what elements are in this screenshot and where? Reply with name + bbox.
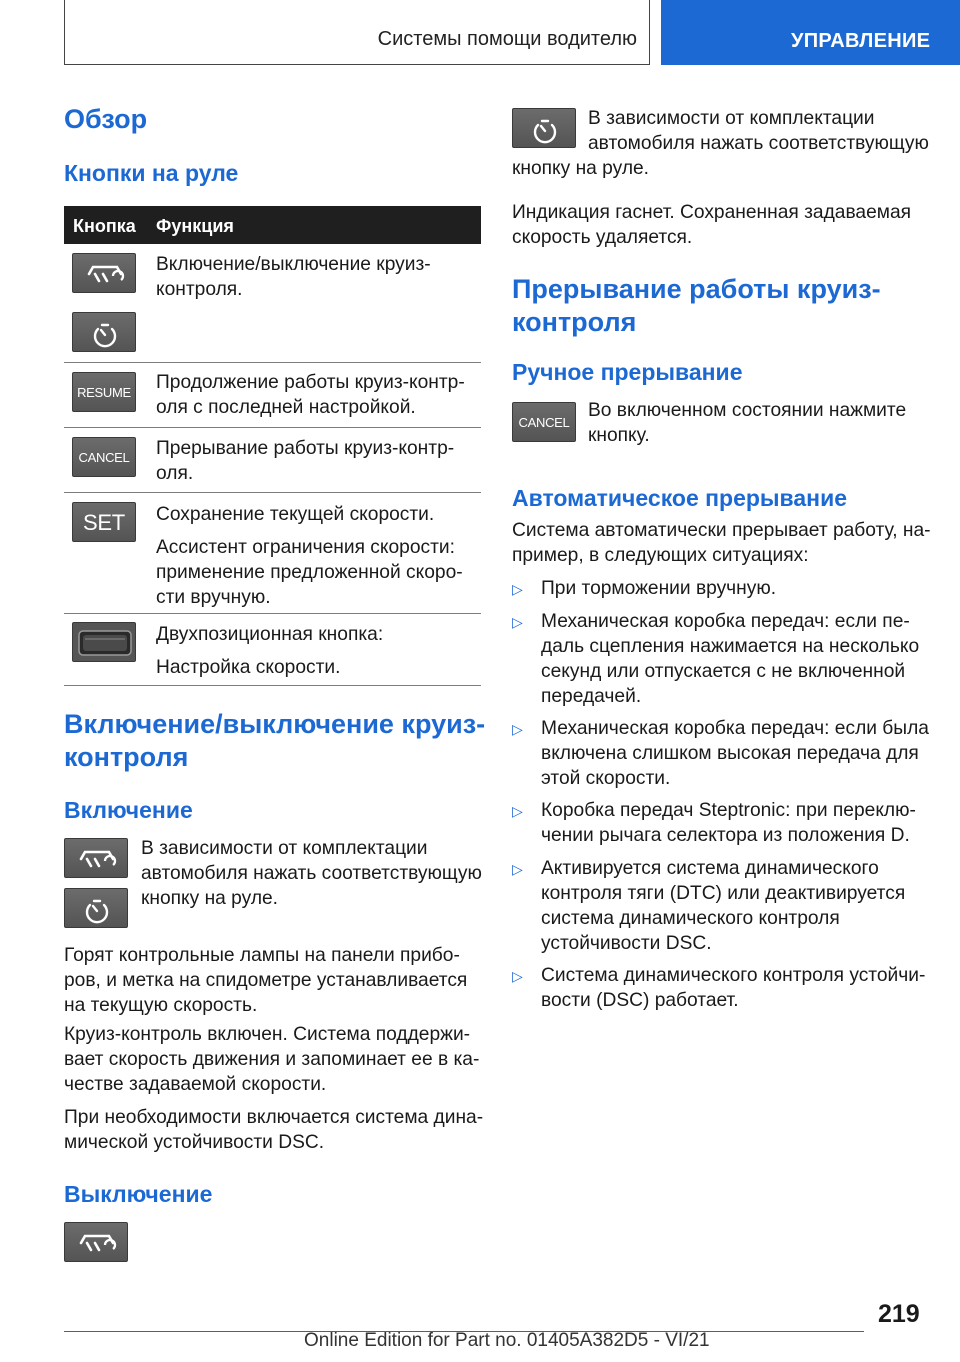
cancel-button-icon: CANCEL [512,402,576,442]
table-divider [64,427,481,428]
page-number: 219 [878,1300,920,1328]
bullet-item: Активируется система динамического контроля тяги (DTC) или деактивируется система динамического контроля устойчивости DSC. [541,858,906,954]
disable-heading: Выключение [64,1181,213,1207]
table-divider [64,362,481,363]
bullet-item: Коробка передач Steptronic: при переклю- чении рычага селектора из положения D. [541,800,916,846]
row4-text: Сохранение текущей скорости. Ассистент ограничения скорости: применение предложенной скоро- сти вручную. [156,504,463,608]
auto-interrupt-intro: Система автоматически прерывает работу, на- пример, в следующих ситуациях: [512,520,931,566]
bullet-item: Механическая коробка передач: если пе- даль сцепления нажимается на несколько секунд или отпускается с не включенной передачей. [541,611,920,707]
set-button-icon: SET [72,502,136,542]
enable-heading: Включение [64,797,193,823]
bullet-marker: ▷ [512,581,523,597]
resume-button-icon: RESUME [72,372,136,412]
bullet-marker: ▷ [512,968,523,984]
row2-text: Продолжение работы круиз-контр- оля с последней настройкой. [156,372,465,418]
onoff-heading: Включение/выключение круиз- контроля [64,709,486,772]
speed-limiter-icon [512,108,576,148]
table-header-function: Функция [156,216,234,236]
paragraph-dsc: При необходимости включается система дина- мической устойчивости DSC. [64,1107,484,1153]
row5-text: Двухпозиционная кнопка: Настройка скорости. [156,624,384,678]
disable-text-line1: В зависимости от комплектации автомобиля нажать соответствующую [588,108,929,154]
cruise-toggle-icon [64,1222,128,1262]
row1-text: Включение/выключение круиз- контроля. [156,254,431,300]
cancel-button-icon: CANCEL [72,437,136,477]
subsection-title: Кнопки на руле [64,160,239,186]
table-header [64,206,481,244]
speed-limiter-icon [72,312,136,352]
bullet-item: Система динамического контроля устойчи- вости (DSC) работает. [541,965,926,1011]
header-chapter-label: УПРАВЛЕНИЕ [791,30,931,52]
cruise-toggle-icon [64,838,128,878]
bullet-marker: ▷ [512,861,523,877]
bullet-item: Механическая коробка передач: если была включена слишком высокая передача для этой скорости. [541,718,929,789]
manual-interrupt-heading: Ручное прерывание [512,359,743,385]
bullet-marker: ▷ [512,614,523,630]
manual-interrupt-text: Во включенном состоянии нажмите кнопку. [588,400,907,446]
footer-edition: Online Edition for Part no. 01405A382D5 - VI/21 [304,1330,710,1351]
interrupt-heading: Прерывание работы круиз- контроля [512,274,881,337]
disable-text-line2: кнопку на руле. [512,158,650,179]
indicator-text: Индикация гаснет. Сохраненная задаваемая скорость удаляется. [512,202,912,248]
header-section-title: Системы помощи водителю [377,28,637,50]
table-divider [64,613,481,614]
row3-text: Прерывание работы круиз-контр- оля. [156,438,455,484]
table-divider [64,492,481,493]
rocker-switch-icon [72,622,136,662]
bullet-marker: ▷ [512,721,523,737]
auto-interrupt-heading: Автоматическое прерывание [512,485,848,511]
section-title: Обзор [64,104,148,134]
speed-limiter-icon [64,888,128,928]
paragraph-cruise-on: Круиз-контроль включен. Система поддержи- вает скорость движения и запоминает ее в ка- честве задаваемой скорости. [64,1024,480,1095]
bullet-marker: ▷ [512,803,523,819]
cruise-toggle-icon [72,253,136,293]
paragraph-indicators: Горят контрольные лампы на панели прибо- ров, и метка на спидометре устанавливается на текущую скорость. [64,945,468,1016]
enable-text: В зависимости от комплектации автомобиля нажать соответствующую кнопку на руле. [141,838,482,909]
header-chapter-tab[interactable] [661,0,960,65]
header-frame [64,0,650,65]
table-header-button: Кнопка [73,216,136,236]
table-divider [64,685,481,686]
bullet-item: При торможении вручную. [541,578,777,599]
